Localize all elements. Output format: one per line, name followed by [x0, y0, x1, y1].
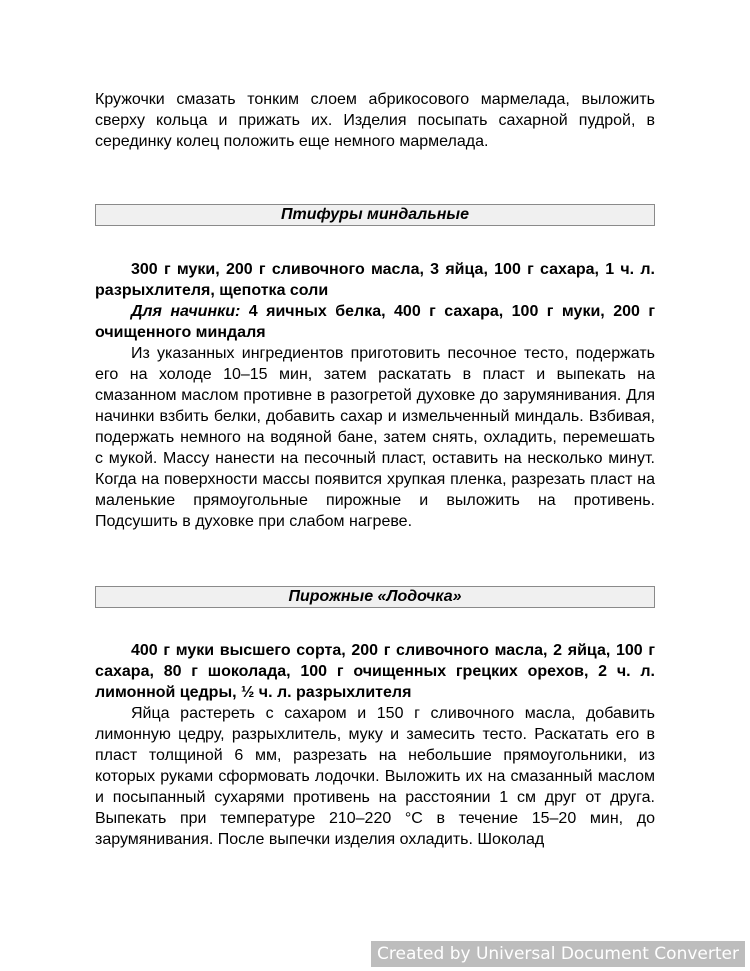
section-heading-boat-pastries: Пирожные «Лодочка» [95, 586, 655, 608]
recipe-almond-petit-fours [95, 259, 655, 532]
intro-paragraph [95, 89, 655, 152]
method-text: Яйца растереть с сахаром и 150 г сливочного масла, добавить лимонную цедру, разрыхлитель, муку и замесить тесто. Раскатать его в пласт толщиной 6 мм, разрезать на небольшие прямоугольники, из которых руками сформовать лодочки. Выложить их на смазанный маслом и посыпанный сухарями противень на расстоянии 1 см друг от друга. Выпекать при температуре 210–220 °С в течение 15–20 мин, до зарумянивания. После выпечки изделия охладить. Шоколад [95, 705, 655, 848]
filling-text: 4 яичных белка, 400 г сахара, 100 г муки, 200 г очищенного миндаля [95, 303, 656, 341]
filling-ingredients [95, 301, 655, 343]
section-heading-almond-petit-fours: Птифуры миндальные [95, 204, 655, 226]
recipe-boat-pastries [95, 640, 655, 850]
intro-text: Кружочки смазать тонким слоем абрикосового мармелада, выложить сверху кольца и прижать их. Изделия посыпать сахарной пудрой, в серединку колец положить еще немного мармелада. [95, 91, 655, 150]
ingredients-text: 300 г муки, 200 г сливочного масла, 3 яйца, 100 г сахара, 1 ч. л. разрыхлителя, щепотка соли [95, 261, 655, 299]
ingredients-text: 400 г муки высшего сорта, 200 г сливочного масла, 2 яйца, 100 г сахара, 80 г шоколада, 100 г очищенных грецких орехов, 2 ч. л. лимонной цедры, ½ ч. л. разрыхлителя [95, 642, 655, 701]
watermark: Created by Universal Document Converter [371, 941, 745, 967]
filling-label: Для начинки: [131, 303, 241, 320]
method-text: Из указанных ингредиентов приготовить песочное тесто, подержать его на холоде 10–15 мин, затем раскатать в пласт и выпекать на смазанном маслом противне в разогретой духовке до зарумянивания. Для начинки взбить белки, добавить сахар и измельченный миндаль. Взбивая, подержать немного на водяной бане, затем снять, охладить, перемешать с мукой. Массу нанести на песочный пласт, оставить на несколько минут. Когда на поверхности массы появится хрупкая пленка, разрезать пласт на маленькие прямоугольные пирожные и выложить на противень. Подсушить в духовке при слабом нагреве. [95, 345, 655, 530]
